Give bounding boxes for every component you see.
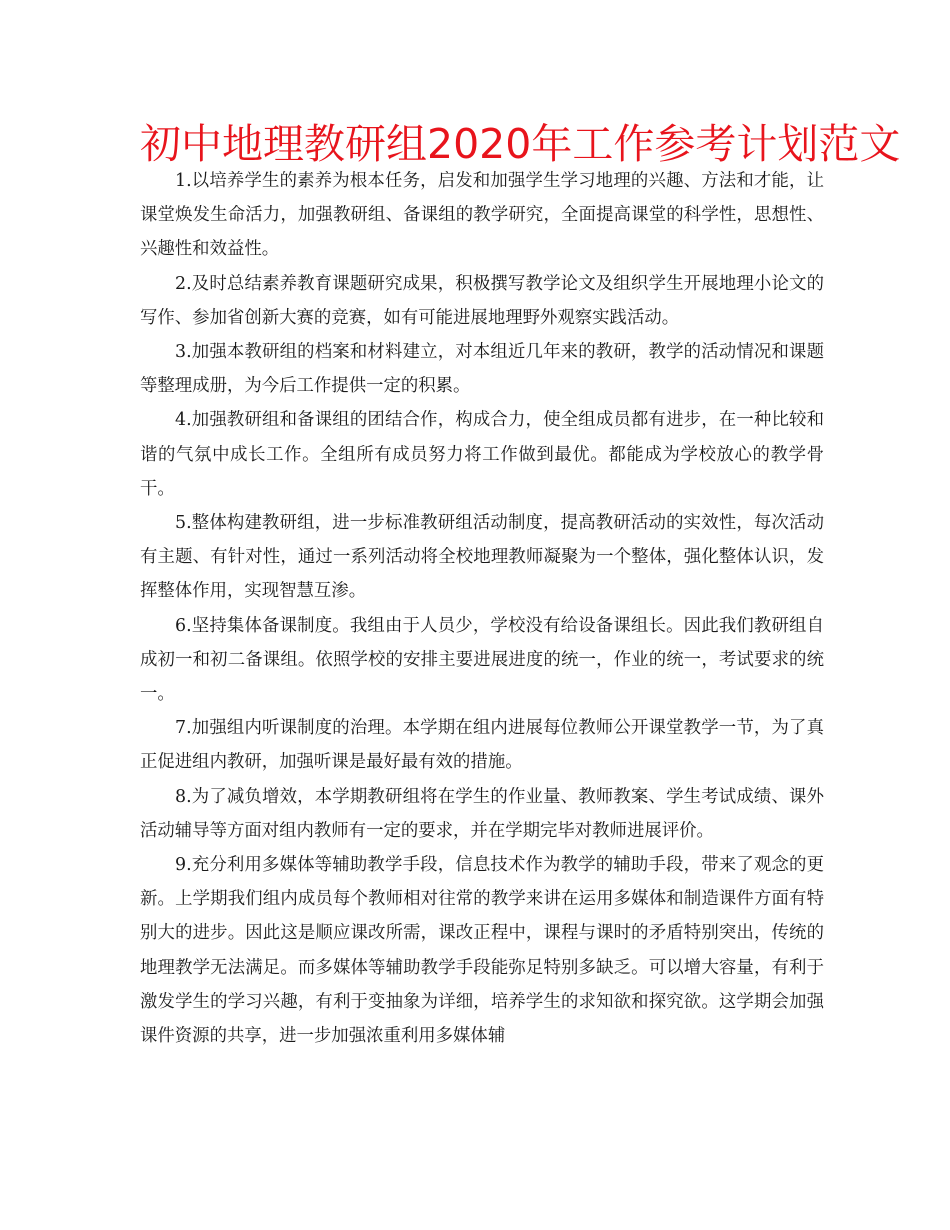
- paragraph-6: 6.坚持集体备课制度。我组由于人员少，学校没有给设备课组长。因此我们教研组自成初一和初二备课组。依照学校的安排主要进展进度的统一，作业的统一，考试要求的统一。: [140, 615, 824, 705]
- paragraph-9: 9.充分利用多媒体等辅助教学手段，信息技术作为教学的辅助手段，带来了观念的更新。上学期我们组内成员每个教师相对往常的教学来讲在运用多媒体和制造课件方面有特别大的进步。因此这是顺应课改所需，课改正程中，课程与课时的矛盾特别突出，传统的地理教学无法满足。而多媒体等辅助教学手段能弥足特别多缺乏。可以增大容量，有利于激发学生的学习兴趣，有利于变抽象为详细，培养学生的求知欲和探究欲。这学期会加强课件资源的共享，进一步加强浓重利用多媒体辅: [140, 855, 824, 1047]
- paragraph-3: 3.加强本教研组的档案和材料建立，对本组近几年来的教研，教学的活动情况和课题等整理成册，为今后工作提供一定的积累。: [140, 342, 824, 397]
- paragraph-8: 8.为了减负增效，本学期教研组将在学生的作业量、教师教案、学生考试成绩、课外活动辅导等方面对组内教师有一定的要求，并在学期完毕对教师进展评价。: [140, 786, 824, 841]
- paragraph-1: 1.以培养学生的素养为根本任务，启发和加强学生学习地理的兴趣、方法和才能，让课堂焕发生命活力，加强教研组、备课组的教学研究，全面提高课堂的科学性，思想性、兴趣性和效益性。: [140, 171, 824, 260]
- document-title: 初中地理教研组2020年工作参考计划范文: [140, 120, 901, 168]
- paragraph-2: 2.及时总结素养教育课题研究成果，积极撰写教学论文及组织学生开展地理小论文的写作、参加省创新大赛的竞赛，如有可能进展地理野外观察实践活动。: [140, 273, 824, 328]
- paragraph-4: 4.加强教研组和备课组的团结合作，构成合力，使全组成员都有进步，在一种比较和谐的气氛中成长工作。全组所有成员努力将工作做到最优。都能成为学校放心的教学骨干。: [140, 410, 824, 499]
- paragraph-5: 5.整体构建教研组，进一步标准教研组活动制度，提高教研活动的实效性，每次活动有主题、有针对性，通过一系列活动将全校地理教师凝聚为一个整体，强化整体认识，发挥整体作用，实现智慧互渗。: [140, 513, 824, 602]
- paragraph-7: 7.加强组内听课制度的治理。本学期在组内进展每位教师公开课堂教学一节，为了真正促进组内教研，加强听课是最好最有效的措施。: [140, 718, 824, 773]
- document-body: [140, 164, 824, 1053]
